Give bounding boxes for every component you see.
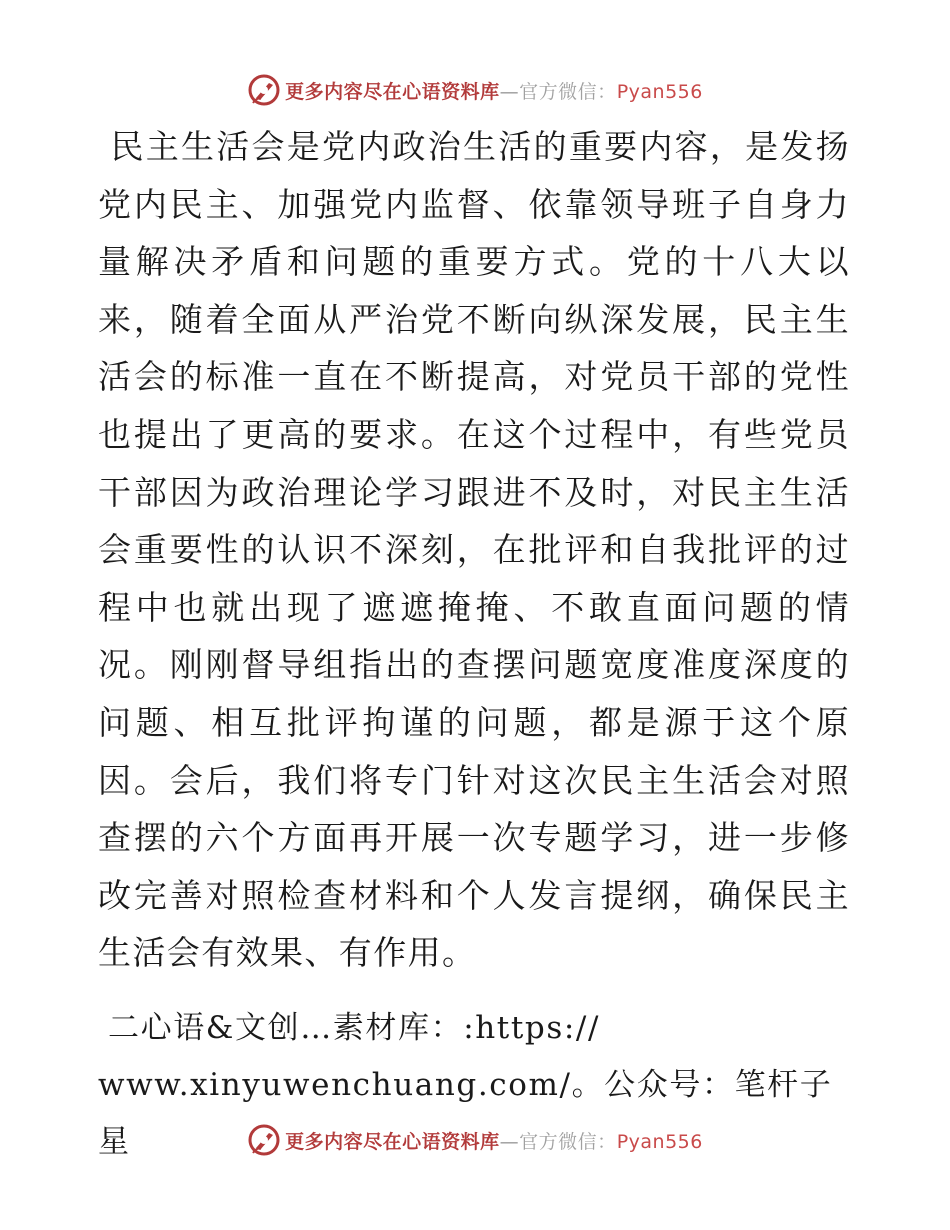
banner-wechat-id: Pyan556 [616,80,703,103]
body-paragraph: 民主生活会是党内政治生活的重要内容，是发扬党内民主、加强党内监督、依靠领导班子自身力量解决矛盾和问题的重要方式。党的十八大以来，随着全面从严治党不断向纵深发展，民主生活会的标准一直在不断提高，对党员干部的党性也提出了更高的要求。在这个过程中，有些党员干部因为政治理论学习跟进不及时，对民主生活会重要性的认识不深刻，在批评和自我批评的过程中也就出现了遮遮掩掩、不敢直面问题的情况。刚刚督导组指出的查摆问题宽度准度深度的问题、相互批评拘谨的问题，都是源于这个原因。会后，我们将专门针对这次民主生活会对照查摆的六个方面再开展一次专题学习，进一步修改完善对照检查材料和个人发言提纲，确保民主生活会有效果、有作用。 [98,127,850,973]
banner-wechat-label: 官方微信： [519,80,617,103]
pen-logo-icon [247,73,281,107]
footer-banner [0,1120,950,1160]
source-line-1-text: 二心语&文创…素材库：:https:// [108,1009,601,1046]
banner-main: 更多内容尽在心语资料库 [285,1130,500,1153]
source-line-1 [98,1000,850,1057]
banner-wechat-label: 官方微信： [519,1130,617,1153]
pen-logo-icon [247,1123,281,1157]
source-line-2: www.xinyuwenchuang.com/。公众号：笔杆子星 [98,1066,833,1160]
banner-wechat-id: Pyan556 [616,1130,703,1153]
banner-main: 更多内容尽在心语资料库 [285,80,500,103]
banner-separator: — [499,1130,520,1153]
banner-text [285,77,703,104]
banner-separator: — [499,80,520,103]
banner-text [285,1127,703,1154]
document-body [98,118,850,1171]
header-banner [0,70,950,110]
